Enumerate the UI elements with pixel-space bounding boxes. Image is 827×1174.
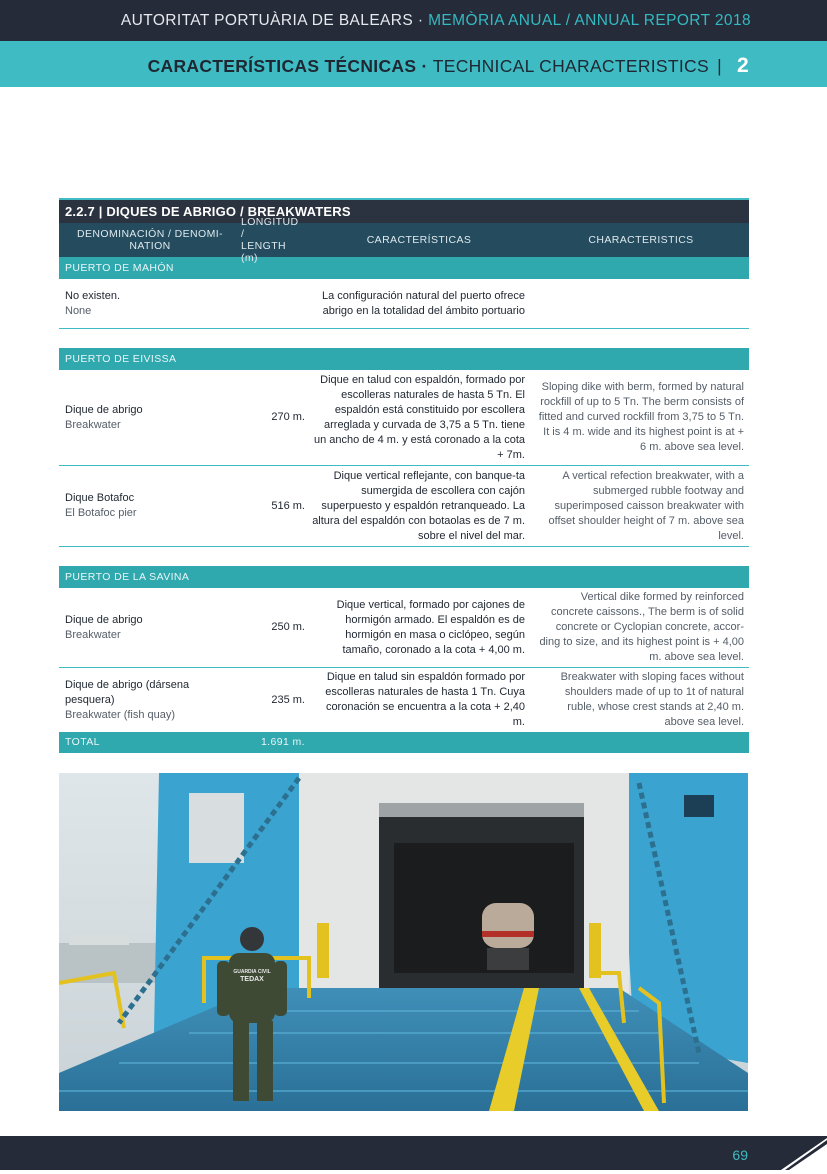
footer-slash-decoration [767,1136,827,1170]
section-title-es: CARACTERÍSTICAS TÉCNICAS · [147,56,428,76]
row-name-es: No existen. [65,289,121,302]
row-length: 250 m. [271,621,305,633]
row-name-es: Dique de abrigo [65,613,143,626]
row-desc-en: A vertical refection breakwater, with a submerged rubble footway and superimposed caisson breakwater with offset shoulder height of 7 m. above sea level. [548,469,744,542]
row-name-en: Breakwater [65,628,121,641]
total-row [59,732,749,753]
table-row [59,466,749,547]
col-header-features-es: CARACTERÍSTICAS [366,234,472,246]
row-name-cell [59,370,241,465]
col-header-length [241,216,305,264]
top-header-bar [0,0,827,41]
row-name-cell [59,668,241,732]
section-number: 2 [737,54,749,77]
row-name-en: Breakwater [65,418,121,431]
row-name-en: Breakwater (fish quay) [65,708,176,721]
total-value: 1.691 m. [260,736,305,748]
total-label: TOTAL [65,736,100,748]
row-length [241,279,305,328]
row-desc-en: Sloping dike with berm, formed by natural rockfill of up to 5 Tn. The berm consists of fitted and curved rockfill from 3,75 to 5 Tn. It is 4 m. wide and its highest point is at + 6 m. above sea level. [538,381,744,453]
port-heading-la-savina: PUERTO DE LA SAVINA [59,566,749,588]
page-footer [0,1136,827,1170]
col-header-length-l1: LONGITUD / [241,216,299,240]
row-name-cell [59,466,241,546]
vest-text-l2: TEDAX [240,976,264,983]
section-title-en: TECHNICAL CHARACTERISTICS [432,56,709,76]
memoria-label: MEMÒRIA ANUAL / [428,12,571,29]
section-separator: | [717,56,722,76]
row-length: 270 m. [271,411,305,423]
col-header-features-en: CHARACTERISTICS [588,234,694,246]
ferry-ramp-photo [59,773,748,1111]
row-desc-es: La configuración natural del puerto ofrece abrigo en la totalidad del ámbito portuario [321,289,525,317]
row-desc-es: Dique en talud sin espaldón formado por escolleras naturales de hasta 1 Tn. Cuya coronación se encuentra a la cota + 2,40 m. [325,671,525,728]
row-desc-es: Dique vertical, formado por cajones de hormigón armado. El espaldón es de hormigón en masa o ciclópeo, según tamaño, coronado a la cota + 4,00 m. [336,598,525,656]
table-header [59,216,749,264]
row-name-en: None [65,304,92,317]
vest-text-l1: GUARDIA CIVIL [233,969,271,975]
table-row [59,279,749,329]
col-header-name-l2: NATION [129,240,171,252]
annual-report-label: ANNUAL REPORT 2018 [574,12,751,29]
row-name-en: El Botafoc pier [65,507,137,519]
row-desc-es: Dique vertical reflejante, con banque-ta sumergida de escollera con cajón superpuesto y espaldón retranqueado. La altura del espaldón con botaolas es de 7 m. sobre el nivel del mar. [312,469,525,542]
row-name-es: Dique de abrigo (dársena pesquera) [65,678,190,706]
table-row [59,588,749,668]
row-name-cell [59,588,241,667]
breakwaters-table [59,198,749,753]
ferry-ramp-illustration [59,773,748,1111]
row-length: 516 m. [271,499,305,512]
row-desc-en [533,279,749,328]
port-heading-eivissa: PUERTO DE EIVISSA [59,348,749,370]
row-length: 235 m. [271,693,305,706]
table-row [59,668,749,732]
row-name-es: Dique de abrigo [65,403,143,416]
row-desc-en: Breakwater with sloping faces without shoulders made of up to 1t of natural ruble, whose crest stands at 2,40 m. above sea level. [560,671,744,728]
col-header-name [59,223,241,257]
section-header-bar [0,41,827,87]
table-row [59,370,749,466]
row-desc-en: Vertical dike formed by reinforced concrete caissons., The berm is of solid concrete or Cyclopian concrete, accor-ding to size, and its highest point is + 4,00 m. above sea level. [539,591,744,663]
row-name-es: Dique Botafoc [65,492,135,504]
table-title: 2.2.7 | DIQUES DE ABRIGO / BREAKWATERS [59,198,749,223]
page-number: 69 [732,1147,748,1163]
col-header-length-l2: LENGTH (m) [241,240,286,264]
port-heading-mahon: PUERTO DE MAHÓN [59,257,749,279]
col-header-name-l1: DENOMINACIÓN / DENOMI- [77,228,223,240]
org-name: AUTORITAT PORTUÀRIA DE BALEARS · [120,12,424,29]
row-desc-es: Dique en talud con espaldón, formado por escolleras naturales de hasta 5 Tn. El espaldón está constituido por escollera arreglada y curvada de 3,75 a 5 Tn. tiene un ancho de 4 m. y está coronado a la cota + 7m. [314,373,525,461]
row-name-cell [59,279,241,328]
